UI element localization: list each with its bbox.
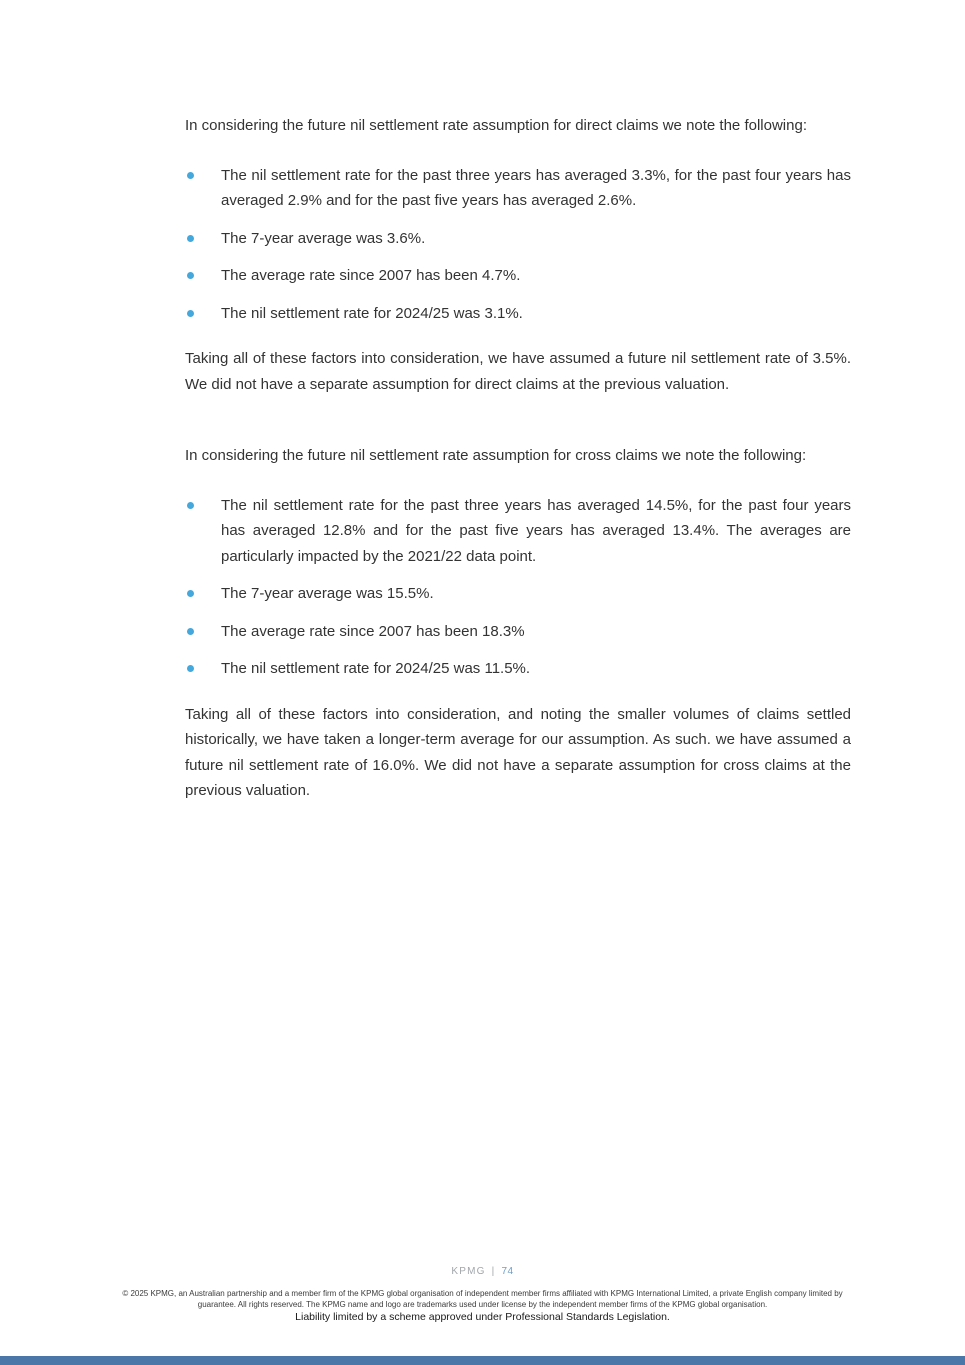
bullet-icon <box>187 310 194 317</box>
bullet-text: The average rate since 2007 has been 4.7%. <box>221 267 521 284</box>
list-item <box>185 581 851 607</box>
bullet-text: The nil settlement rate for the past three years has averaged 14.5%, for the past four years has averaged 12.8% and for the past five years has averaged 13.4%. The averages are particularly impacted by the 2021/22 data point. <box>221 496 851 565</box>
bullet-text: The nil settlement rate for 2024/25 was 11.5%. <box>221 660 531 677</box>
bullet-icon <box>187 272 194 279</box>
bullet-icon <box>187 502 194 509</box>
direct-claims-bullet-list <box>185 163 851 327</box>
list-item <box>185 656 851 682</box>
footer-page-label <box>0 1266 965 1277</box>
list-item <box>185 263 851 289</box>
list-item <box>185 493 851 570</box>
list-item <box>185 226 851 252</box>
list-item <box>185 301 851 327</box>
list-item <box>185 619 851 645</box>
bullet-icon <box>187 665 194 672</box>
footer-separator: | <box>491 1266 496 1277</box>
bullet-icon <box>187 628 194 635</box>
bullet-text: The 7-year average was 15.5%. <box>221 585 434 602</box>
list-item <box>185 163 851 214</box>
bullet-text: The 7-year average was 3.6%. <box>221 229 426 247</box>
cross-claims-conclusion-paragraph: Taking all of these factors into consideration, and noting the smaller volumes of claims settled historically, we have taken a longer-term average for our assumption. As such. we have assumed a future nil settlement rate of 16.0%. We did not have a separate assumption for cross claims at the previous valuation. <box>185 705 851 799</box>
bullet-text: The average rate since 2007 has been 18.3% <box>221 622 525 640</box>
footer-brand-kpmg: KPMG <box>451 1266 486 1277</box>
footer-disclaimer: © 2025 KPMG, an Australian partnership and a member firm of the KPMG global organisation of independent member firms affiliated with KPMG International Limited, a private English company limited by guarantee. All rights reserved. The KPMG name and logo are trademarks used under license by the independent member firms of the KPMG global organisation. <box>122 1289 843 1309</box>
cross-claims-intro-paragraph: In considering the future nil settlement rate assumption for cross claims we note the following: <box>185 447 807 464</box>
bullet-text: The nil settlement rate for the past three years has averaged 3.3%, for the past four years has averaged 2.9% and for the past five years has averaged 2.6%. <box>221 166 851 209</box>
bullet-text: The nil settlement rate for 2024/25 was 3.1%. <box>221 304 523 322</box>
direct-claims-intro-paragraph: In considering the future nil settlement rate assumption for direct claims we note the following: <box>185 117 807 134</box>
bullet-icon <box>187 235 194 242</box>
bullet-icon <box>187 590 194 597</box>
direct-claims-conclusion-paragraph: Taking all of these factors into consideration, we have assumed a future nil settlement rate of 3.5%. We did not have a separate assumption for direct claims at the previous valuation. <box>185 350 851 393</box>
footer-accent-bar <box>0 1356 965 1365</box>
footer-page-number: 74 <box>501 1266 514 1277</box>
bullet-icon <box>187 172 194 179</box>
page-content <box>185 113 851 822</box>
footer-liability-statement: Liability limited by a scheme approved under Professional Standards Legislation. <box>295 1311 670 1323</box>
cross-claims-bullet-list <box>185 493 851 682</box>
